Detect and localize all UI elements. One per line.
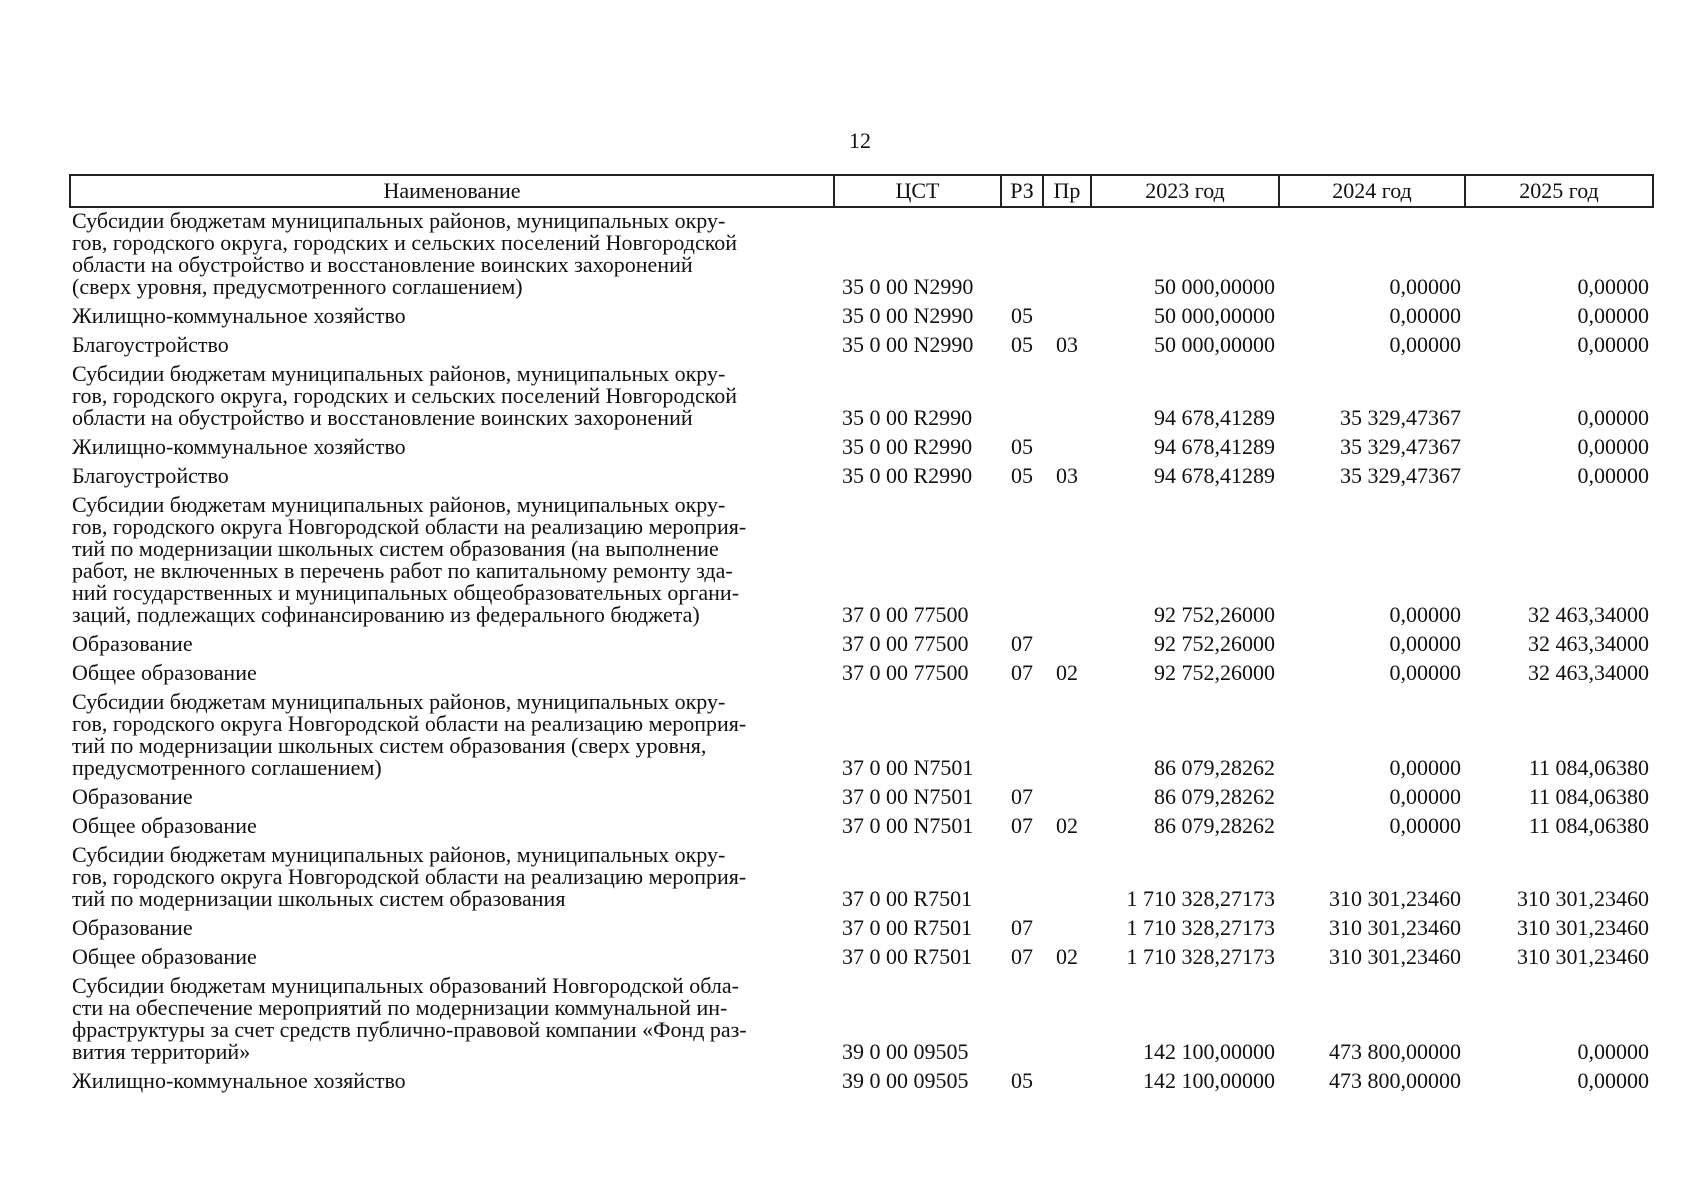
row-2023: 94 678,41289: [1154, 405, 1275, 430]
table-row: [70, 361, 1653, 434]
row-rz: [1001, 973, 1043, 1068]
row-name-line: Общее образование: [72, 813, 257, 838]
row-name: [70, 915, 834, 944]
row-name: [70, 944, 834, 973]
row-rz: [1001, 492, 1043, 631]
row-rz: 07: [1011, 660, 1033, 685]
row-rz: [1001, 207, 1043, 303]
row-name-line: гов, городского округа Новгородской области на реализацию мероприя-: [72, 864, 747, 889]
row-rz: 05: [1011, 434, 1033, 459]
row-name-line: гов, городского округа Новгородской области на реализацию мероприя-: [72, 711, 747, 736]
row-cst: 35 0 00 R2990: [842, 434, 973, 459]
row-2023: 94 678,41289: [1154, 434, 1275, 459]
row-cst: 35 0 00 N2990: [842, 303, 974, 328]
row-2024: 0,00000: [1389, 602, 1461, 627]
row-pr: 03: [1056, 332, 1078, 357]
row-name-line: гов, городского округа, городских и сельских поселений Новгородской: [72, 230, 738, 255]
row-name-line: гов, городского округа Новгородской области на реализацию мероприя-: [72, 514, 747, 539]
row-rz: [1001, 842, 1043, 915]
row-2024: 0,00000: [1389, 784, 1461, 809]
row-2023: 50 000,00000: [1154, 274, 1275, 299]
table-row: [70, 915, 1653, 944]
row-pr: 02: [1056, 660, 1078, 685]
table-row: [70, 784, 1653, 813]
table-row: [70, 1068, 1653, 1097]
column-header-name: Наименование: [70, 175, 834, 207]
column-header-pr: Пр: [1043, 175, 1091, 207]
row-pr: 02: [1056, 813, 1078, 838]
row-2025: 0,00000: [1577, 1068, 1649, 1093]
row-name-line: Жилищно-коммунальное хозяйство: [72, 303, 406, 328]
row-2025: 0,00000: [1577, 463, 1649, 488]
row-rz: [1001, 689, 1043, 784]
row-name: [70, 813, 834, 842]
row-2025: 310 301,23460: [1517, 886, 1649, 911]
row-rz: 07: [1011, 915, 1033, 940]
row-name-line: Субсидии бюджетам муниципальных районов, муниципальных окру-: [72, 689, 726, 714]
row-name-line: Образование: [72, 631, 193, 656]
row-cst: 39 0 00 09505: [842, 1039, 969, 1064]
row-cst: 37 0 00 N7501: [842, 784, 974, 809]
row-cst: 35 0 00 R2990: [842, 405, 973, 430]
row-name-line: ний государственных и муниципальных общеобразовательных органи-: [72, 580, 740, 605]
row-rz: 05: [1011, 463, 1033, 488]
row-name-line: заций, подлежащих софинансированию из федерального бюджета): [72, 602, 700, 627]
table-row: [70, 332, 1653, 361]
row-2025: 310 301,23460: [1517, 915, 1649, 940]
row-cst: 37 0 00 77500: [842, 602, 969, 627]
column-header-2025: 2025 год: [1465, 175, 1653, 207]
row-pr: [1043, 842, 1091, 915]
table-row: [70, 492, 1653, 631]
row-2024: 35 329,47367: [1340, 434, 1461, 459]
row-2023: 1 710 328,27173: [1126, 886, 1275, 911]
row-2025: 310 301,23460: [1517, 944, 1649, 969]
budget-table: [69, 174, 1654, 1097]
row-cst: 37 0 00 R7501: [842, 944, 973, 969]
row-2023: 86 079,28262: [1154, 813, 1275, 838]
row-name-line: области на обустройство и восстановление воинских захоронений: [72, 252, 693, 277]
row-pr: 03: [1056, 463, 1078, 488]
column-header-cst: ЦСТ: [834, 175, 1001, 207]
row-cst: 37 0 00 R7501: [842, 886, 973, 911]
row-2024: 473 800,00000: [1329, 1068, 1461, 1093]
row-2023: 92 752,26000: [1154, 660, 1275, 685]
row-pr: 02: [1056, 944, 1078, 969]
row-2023: 142 100,00000: [1143, 1039, 1275, 1064]
column-header-2024: 2024 год: [1279, 175, 1465, 207]
row-2024: 0,00000: [1389, 274, 1461, 299]
row-rz: 05: [1011, 332, 1033, 357]
row-pr: [1043, 1068, 1091, 1097]
row-2024: 0,00000: [1389, 660, 1461, 685]
row-pr: [1043, 689, 1091, 784]
row-rz: 05: [1011, 303, 1033, 328]
table-row: [70, 842, 1653, 915]
row-pr: [1043, 784, 1091, 813]
row-2025: 0,00000: [1577, 434, 1649, 459]
table-row: [70, 434, 1653, 463]
row-name-line: Субсидии бюджетам муниципальных районов, муниципальных окру-: [72, 361, 726, 386]
row-name-line: тий по модернизации школьных систем образования (на выполнение: [72, 536, 719, 561]
row-cst: 39 0 00 09505: [842, 1068, 969, 1093]
table-header: [70, 175, 1653, 207]
row-name-line: тий по модернизации школьных систем образования: [72, 886, 566, 911]
row-cst: 37 0 00 77500: [842, 631, 969, 656]
row-2025: 32 463,34000: [1528, 660, 1649, 685]
row-name: [70, 784, 834, 813]
row-name: [70, 361, 834, 434]
row-2023: 142 100,00000: [1143, 1068, 1275, 1093]
row-rz: 07: [1011, 784, 1033, 809]
table-row: [70, 631, 1653, 660]
row-pr: [1043, 915, 1091, 944]
row-name-line: Субсидии бюджетам муниципальных районов, муниципальных окру-: [72, 208, 726, 233]
row-2023: 50 000,00000: [1154, 303, 1275, 328]
row-name: [70, 1068, 834, 1097]
row-2025: 0,00000: [1577, 405, 1649, 430]
row-name-line: Субсидии бюджетам муниципальных районов, муниципальных окру-: [72, 842, 726, 867]
row-name: [70, 631, 834, 660]
row-pr: [1043, 492, 1091, 631]
row-rz: 07: [1011, 813, 1033, 838]
row-2025: 0,00000: [1577, 274, 1649, 299]
row-rz: 07: [1011, 631, 1033, 656]
row-cst: 37 0 00 N7501: [842, 755, 974, 780]
row-name: [70, 303, 834, 332]
row-name-line: сти на обеспечение мероприятий по модернизации коммунальной ин-: [72, 995, 728, 1020]
row-2024: 0,00000: [1389, 332, 1461, 357]
row-2024: 310 301,23460: [1329, 915, 1461, 940]
row-pr: [1043, 973, 1091, 1068]
row-name: [70, 207, 834, 303]
row-2023: 92 752,26000: [1154, 631, 1275, 656]
row-name-line: Образование: [72, 784, 193, 809]
row-rz: [1001, 361, 1043, 434]
row-name-line: (сверх уровня, предусмотренного соглашением): [72, 274, 523, 299]
row-2023: 50 000,00000: [1154, 332, 1275, 357]
row-2025: 0,00000: [1577, 303, 1649, 328]
row-pr: [1043, 303, 1091, 332]
row-cst: 35 0 00 R2990: [842, 463, 973, 488]
row-2025: 0,00000: [1577, 332, 1649, 357]
row-cst: 37 0 00 R7501: [842, 915, 973, 940]
row-name: [70, 332, 834, 361]
row-name-line: предусмотренного соглашением): [72, 755, 382, 780]
row-name-line: области на обустройство и восстановление воинских захоронений: [72, 405, 693, 430]
row-2023: 92 752,26000: [1154, 602, 1275, 627]
table-row: [70, 689, 1653, 784]
row-name-line: Общее образование: [72, 660, 257, 685]
page-number: 12: [849, 128, 871, 153]
row-2023: 1 710 328,27173: [1126, 915, 1275, 940]
row-pr: [1043, 631, 1091, 660]
table-row: [70, 463, 1653, 492]
row-2024: 310 301,23460: [1329, 886, 1461, 911]
table-body: [70, 207, 1653, 1097]
table-row: [70, 660, 1653, 689]
row-name-line: Субсидии бюджетам муниципальных районов, муниципальных окру-: [72, 492, 726, 517]
row-2023: 1 710 328,27173: [1126, 944, 1275, 969]
row-2025: 11 084,06380: [1528, 813, 1649, 838]
row-2024: 473 800,00000: [1329, 1039, 1461, 1064]
row-name-line: Жилищно-коммунальное хозяйство: [72, 434, 406, 459]
row-name-line: вития территорий»: [72, 1039, 251, 1064]
row-2024: 310 301,23460: [1329, 944, 1461, 969]
row-2025: 32 463,34000: [1528, 602, 1649, 627]
table-row: [70, 813, 1653, 842]
column-header-rz: РЗ: [1001, 175, 1043, 207]
table-row: [70, 944, 1653, 973]
row-2025: 11 084,06380: [1528, 784, 1649, 809]
row-name-line: Благоустройство: [72, 463, 229, 488]
row-name-line: Общее образование: [72, 944, 257, 969]
row-name: [70, 973, 834, 1068]
row-2023: 86 079,28262: [1154, 784, 1275, 809]
row-name: [70, 434, 834, 463]
row-2025: 11 084,06380: [1528, 755, 1649, 780]
row-2024: 0,00000: [1389, 755, 1461, 780]
row-name-line: Благоустройство: [72, 332, 229, 357]
row-cst: 37 0 00 77500: [842, 660, 969, 685]
table-row: [70, 973, 1653, 1068]
row-2025: 32 463,34000: [1528, 631, 1649, 656]
column-header-2023: 2023 год: [1091, 175, 1279, 207]
table-row: [70, 303, 1653, 332]
row-name: [70, 492, 834, 631]
row-name: [70, 660, 834, 689]
row-2024: 0,00000: [1389, 303, 1461, 328]
row-rz: 07: [1011, 944, 1033, 969]
row-2024: 0,00000: [1389, 813, 1461, 838]
row-pr: [1043, 207, 1091, 303]
table-row: [70, 207, 1653, 303]
row-pr: [1043, 434, 1091, 463]
row-2023: 94 678,41289: [1154, 463, 1275, 488]
row-rz: 05: [1011, 1068, 1033, 1093]
row-name-line: работ, не включенных в перечень работ по капитальному ремонту зда-: [72, 558, 733, 583]
row-2024: 0,00000: [1389, 631, 1461, 656]
row-2024: 35 329,47367: [1340, 405, 1461, 430]
row-cst: 35 0 00 N2990: [842, 274, 974, 299]
row-2025: 0,00000: [1577, 1039, 1649, 1064]
row-name-line: Субсидии бюджетам муниципальных образований Новгородской обла-: [72, 973, 739, 998]
row-pr: [1043, 361, 1091, 434]
row-name-line: тий по модернизации школьных систем образования (сверх уровня,: [72, 733, 707, 758]
row-name-line: Жилищно-коммунальное хозяйство: [72, 1068, 406, 1093]
row-2024: 35 329,47367: [1340, 463, 1461, 488]
row-cst: 35 0 00 N2990: [842, 332, 974, 357]
row-2023: 86 079,28262: [1154, 755, 1275, 780]
row-name-line: Образование: [72, 915, 193, 940]
row-name: [70, 842, 834, 915]
row-name: [70, 689, 834, 784]
row-cst: 37 0 00 N7501: [842, 813, 974, 838]
row-name-line: фраструктуры за счет средств публично-правовой компании «Фонд раз-: [72, 1017, 747, 1042]
row-name: [70, 463, 834, 492]
row-name-line: гов, городского округа, городских и сельских поселений Новгородской: [72, 383, 738, 408]
